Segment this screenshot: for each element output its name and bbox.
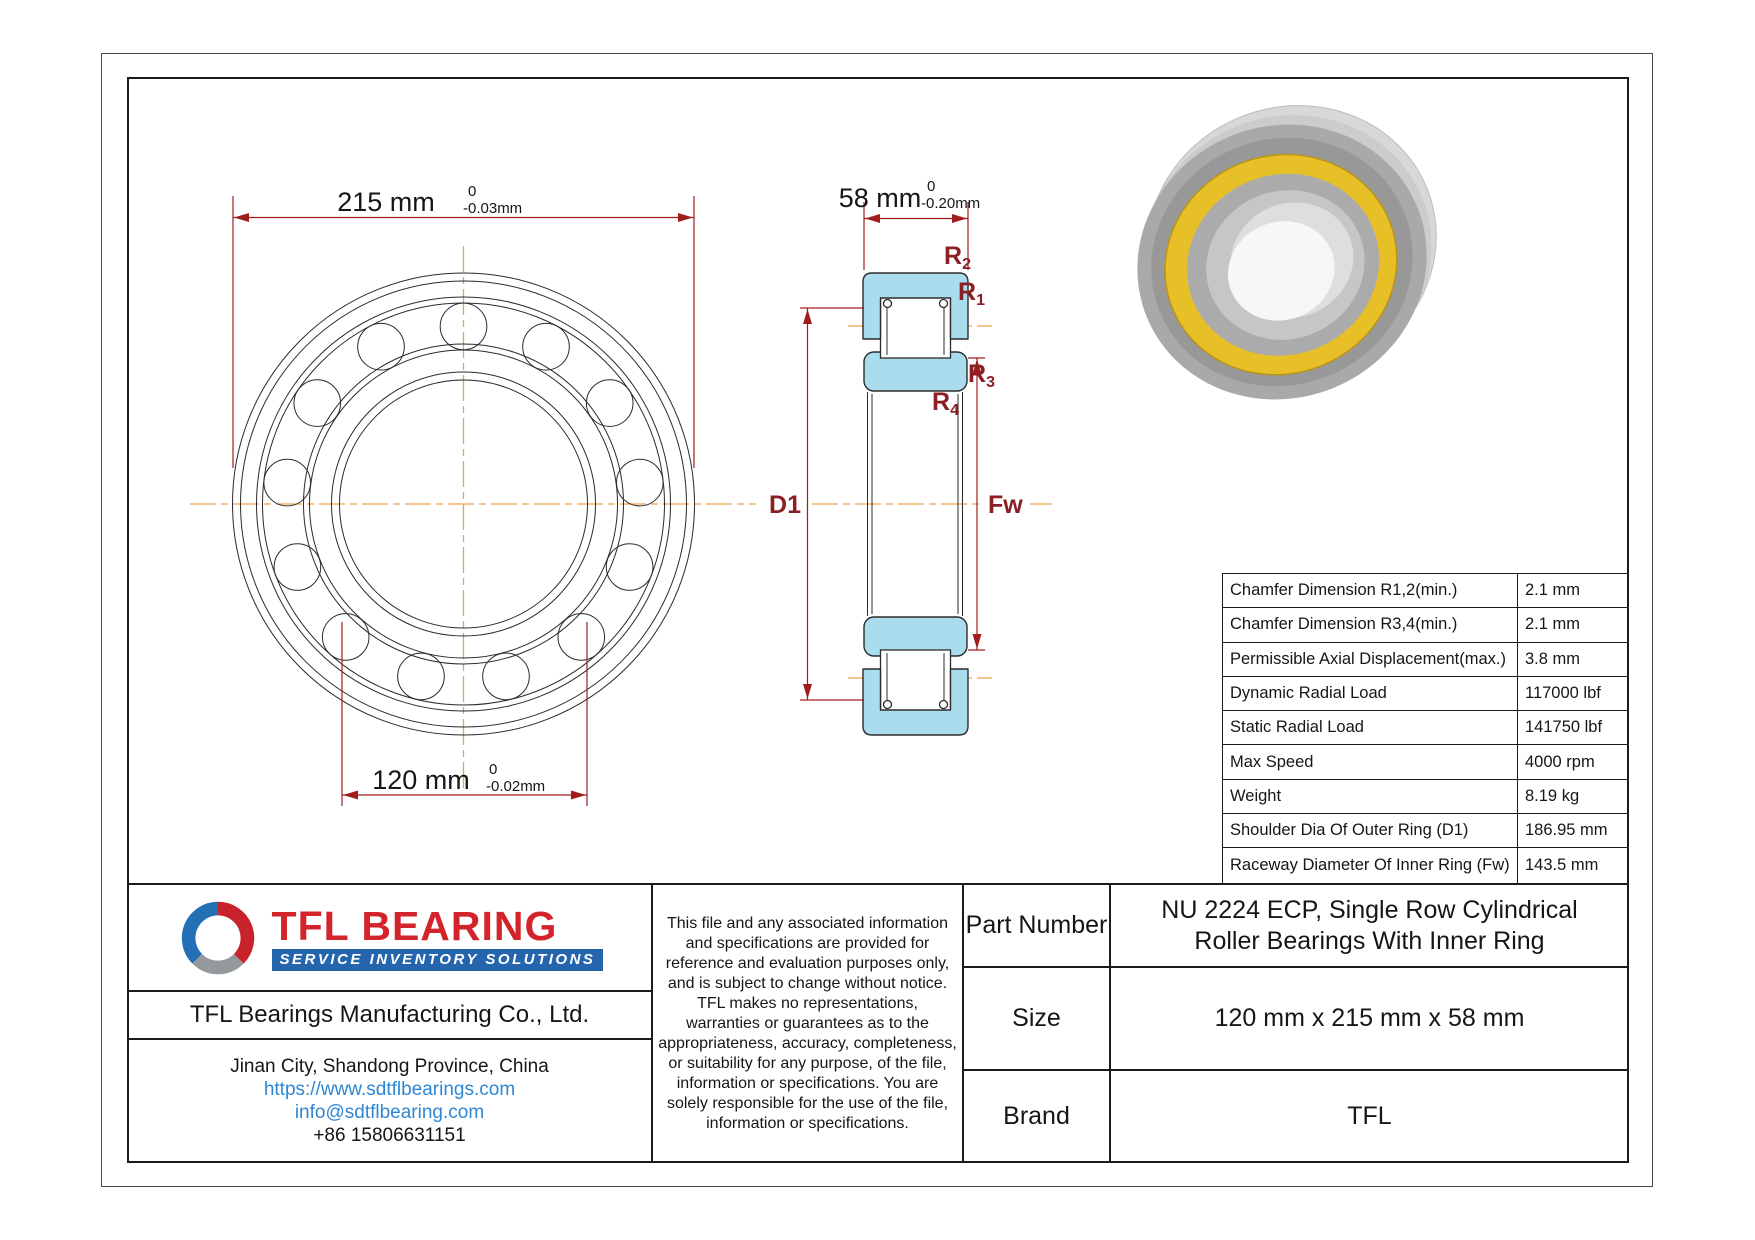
company-logo: [128, 885, 651, 992]
table-row: [1223, 711, 1627, 745]
company-name: TFL Bearings Manufacturing Co., Ltd.: [128, 992, 651, 1040]
field-row-brand: [964, 1071, 1628, 1162]
disclaimer-cell: [653, 885, 964, 1162]
bore-tolerance-lower: -0.02mm: [486, 778, 546, 795]
table-row: [1223, 574, 1627, 608]
title-block: [128, 883, 1628, 1162]
d1-label: D1: [769, 491, 801, 519]
spec-label: Chamfer Dimension R1,2(min.): [1223, 574, 1518, 607]
front-view: [190, 246, 756, 792]
width-tolerance-upper: 0: [927, 178, 936, 195]
field-label-brand: Brand: [964, 1071, 1111, 1162]
spec-label: Weight: [1223, 780, 1518, 813]
company-address: Jinan City, Shandong Province, China: [230, 1056, 549, 1077]
company-email-link[interactable]: info@sdtflbearing.com: [294, 1102, 485, 1123]
bore-tolerance-upper: 0: [489, 761, 498, 778]
width-tolerance-lower: -0.20mm: [921, 195, 981, 212]
r1-label: $R_1$: [958, 278, 985, 309]
table-row: [1223, 814, 1627, 848]
table-row: [1223, 848, 1627, 882]
company-phone: +86 15806631151: [313, 1125, 466, 1146]
od-tolerance-upper: 0: [468, 183, 477, 200]
field-row-size: [964, 968, 1628, 1071]
logo-swirl-icon: [176, 896, 260, 980]
spec-value: 2.1 mm: [1525, 581, 1581, 600]
spec-value: 186.95 mm: [1525, 821, 1608, 840]
table-row: [1223, 677, 1627, 711]
field-value-size: 120 mm x 215 mm x 58 mm: [1214, 1004, 1525, 1032]
company-column: [128, 885, 653, 1162]
fw-label: Fw: [988, 491, 1023, 519]
bearing-3d-render: [1090, 62, 1483, 443]
company-website-link[interactable]: https://www.sdtflbearings.com: [263, 1079, 516, 1100]
spec-value: 2.1 mm: [1525, 615, 1581, 634]
spec-label: Shoulder Dia Of Outer Ring (D1): [1223, 814, 1518, 847]
brand-tagline: SERVICE INVENTORY SOLUTIONS: [272, 949, 604, 971]
spec-label: Permissible Axial Displacement(max.): [1223, 643, 1518, 676]
spec-value: 117000 lbf: [1525, 684, 1601, 703]
spec-label: Static Radial Load: [1223, 711, 1518, 744]
field-value-brand: TFL: [1347, 1102, 1392, 1130]
od-dimension-text: 215 mm: [337, 187, 435, 217]
spec-value: 141750 lbf: [1525, 718, 1603, 737]
spec-label: Chamfer Dimension R3,4(min.): [1223, 608, 1518, 641]
field-row-part-number: [964, 885, 1628, 968]
width-dimension-text: 58 mm: [838, 183, 922, 213]
spec-value: 143.5 mm: [1525, 856, 1599, 875]
table-row: [1223, 643, 1627, 677]
disclaimer-text: This file and any associated information and specifications are provided for reference and evaluation purposes only, and is subject to change without notice. TFL makes no representations, warranties or guarantees as to the appropriateness, accuracy, completeness, or suitability for any purpose, of the file, information or specifications. You are solely responsible for the use of the file, information or specifications.: [658, 914, 957, 1132]
field-label-size: Size: [964, 968, 1111, 1069]
r3-label: $R_3$: [968, 360, 995, 391]
spec-value: 4000 rpm: [1525, 752, 1595, 771]
od-tolerance-lower: -0.03mm: [463, 200, 523, 217]
bore-dimension-text: 120 mm: [372, 765, 470, 795]
fields-columns: [964, 885, 1628, 1162]
r2-label: $R_2$: [944, 242, 971, 273]
spec-value: 3.8 mm: [1525, 649, 1581, 668]
company-address-block: [128, 1040, 651, 1162]
field-value-part-number: NU 2224 ECP, Single Row Cylindrical Roller Bearings With Inner Ring: [1161, 895, 1578, 955]
spec-table: [1222, 573, 1628, 884]
field-label-part-number: Part Number: [964, 885, 1111, 966]
brand-text: TFL BEARING: [271, 902, 558, 949]
spec-label: Dynamic Radial Load: [1223, 677, 1518, 710]
table-row: [1223, 745, 1627, 779]
r4-label: $R_4$: [932, 388, 959, 419]
spec-label: Raceway Diameter Of Inner Ring (Fw): [1223, 848, 1518, 882]
dimension-bore: [342, 622, 587, 806]
table-row: [1223, 608, 1627, 642]
spec-label: Max Speed: [1223, 745, 1518, 778]
table-row: [1223, 780, 1627, 814]
spec-value: 8.19 kg: [1525, 786, 1580, 805]
